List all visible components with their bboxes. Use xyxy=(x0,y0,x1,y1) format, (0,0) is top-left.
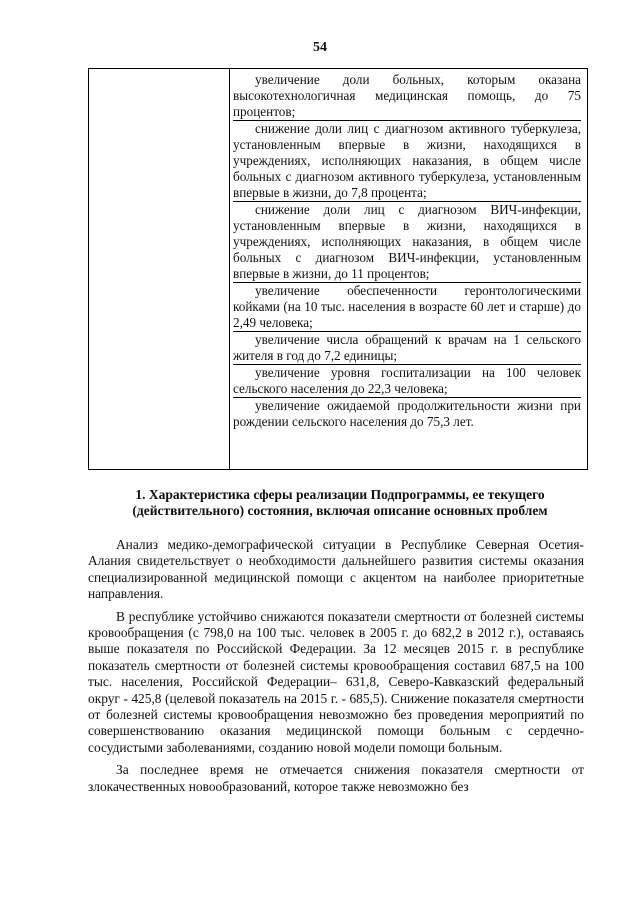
target-item: увеличение ожидаемой продолжительности жизни при рождении сельского населения до 75,3 лет. xyxy=(233,398,581,429)
target-item: увеличение уровня госпитализации на 100 человек сельского населения до 22,3 человека; xyxy=(233,365,581,396)
body-paragraph: За последнее время не отмечается снижения показателя смертности от злокачественных новообразований, которое также невозможно без xyxy=(88,762,584,794)
section-heading: 1. Характеристика сферы реализации Подпрограммы, ее текущего (действительного) состояния, включая описание основных проблем xyxy=(132,487,548,518)
target-item: снижение доли лиц с диагнозом ВИЧ-инфекции, установленным впервые в жизни, находящихся в учреждениях, исполняющих наказания, в общем числе больных с диагнозом ВИЧ-инфекции, установленным впервые в жизни, до 11 процентов; xyxy=(233,202,581,281)
page-number: 54 xyxy=(313,40,327,55)
section-body xyxy=(88,537,584,801)
target-item: увеличение числа обращений к врачам на 1 сельского жителя в год до 7,2 единицы; xyxy=(233,332,581,363)
targets-table xyxy=(88,68,588,470)
target-item: увеличение доли больных, которым оказана высокотехнологичная медицинская помощь, до 75 процентов; xyxy=(233,72,581,119)
body-paragraph: В республике устойчиво снижаются показатели смертности от болезней системы кровообращения (с 798,0 на 100 тыс. человек в 2005 г. до 682,2 в 2012 г.), оставаясь выше показателя по Российской Федерации. За 12 месяцев 2015 г. в республике показатель смертности от болезней системы кровообращения составил 687,5 на 100 тыс. населения, Российской Федерации– 631,8, Северо-Кавказский федеральный округ - 425,8 (целевой показатель на 2015 г. - 685,5). Снижение показателя смертности от болезней системы кровообращения невозможно без проведения мероприятий по совершенствованию оказания медицинской помощи больным с сердечно-сосудистыми заболеваниями, созданию новой модели помощи больным. xyxy=(88,608,584,755)
target-item: снижение доли лиц с диагнозом активного туберкулеза, установленным впервые в жизни, находящихся в учреждениях, исполняющих наказания, в общем числе больных с диагнозом активного туберкулеза, установленным впервые в жизни, до 7,8 процента; xyxy=(233,121,581,200)
table-right-cell xyxy=(233,72,581,430)
table-column-divider xyxy=(229,69,230,469)
target-item: увеличение обеспеченности геронтологическими койками (на 10 тыс. населения в возрасте 60 лет и старше) до 2,49 человека; xyxy=(233,283,581,330)
body-paragraph: Анализ медико-демографической ситуации в Республике Северная Осетия-Алания свидетельствует о необходимости дальнейшего развития системы оказания специализированной медицинской помощи с акцентом на наиболее приоритетные направления. xyxy=(88,537,584,602)
